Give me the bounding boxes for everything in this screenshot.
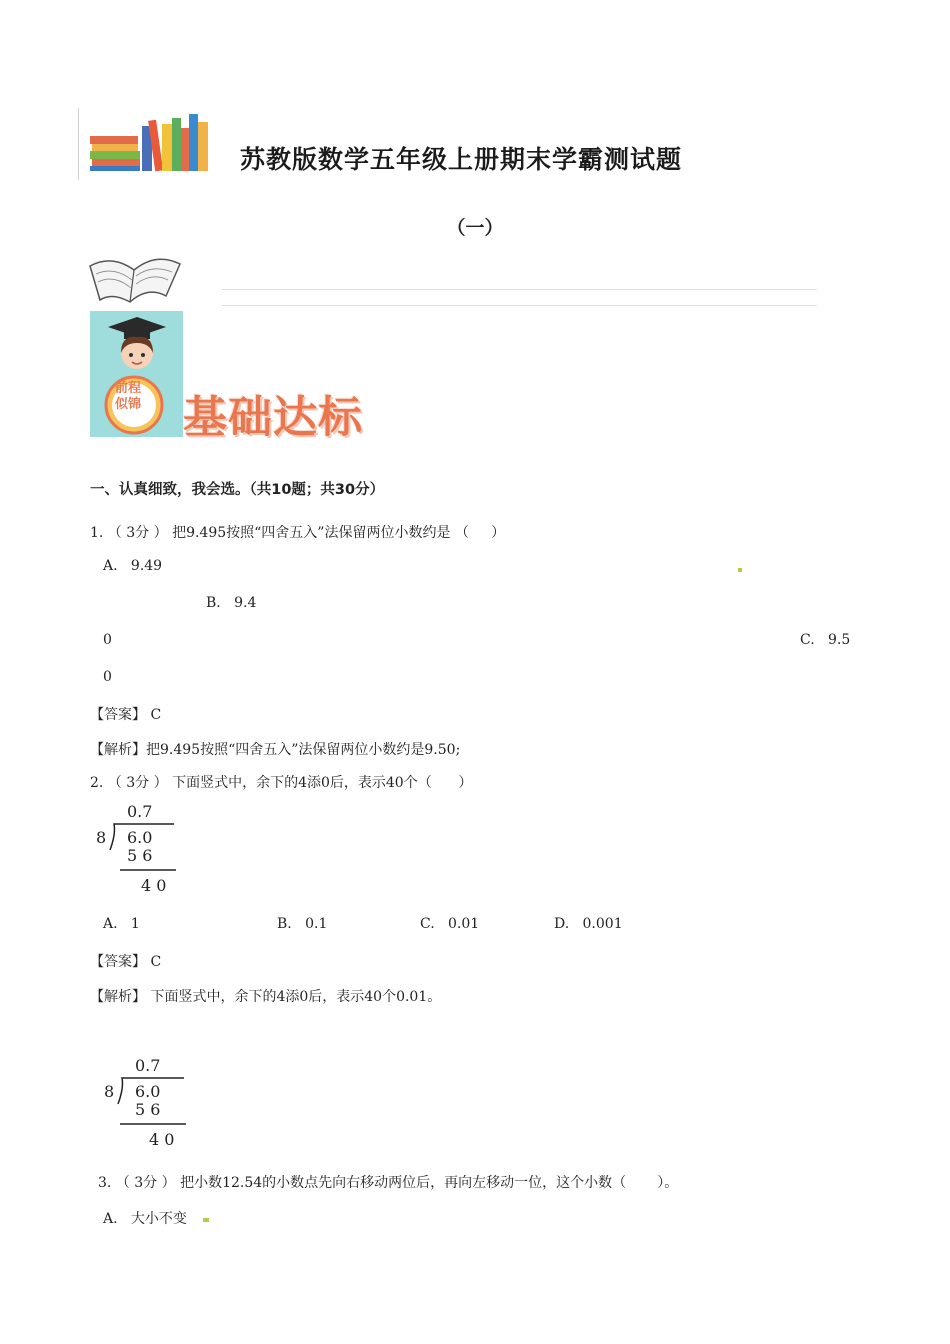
q2-analysis: 【解析】 下面竖式中，余下的4添0后，表示40个0.01。 — [90, 989, 442, 1005]
header-rule-bottom — [222, 305, 817, 306]
division-remainder: 4 0 — [141, 876, 167, 895]
q2-option-c: C. 0.01 — [420, 916, 480, 932]
q1-option-a: A. 9.49 — [103, 558, 163, 574]
header-rule-top — [222, 289, 817, 290]
q3-stem: 3. （ 3分 ） 把小数12.54的小数点先向右移动两位后，再向左移动一位，这个小数（ ）。 — [98, 1175, 679, 1191]
division-divisor: 8 — [96, 828, 107, 847]
division-quotient: 0.7 — [127, 802, 153, 821]
division-dividend: 6.0 — [135, 1082, 161, 1101]
open-book-icon — [86, 236, 184, 308]
q2-answer: 【答案】 C — [90, 954, 162, 970]
q2-analysis-division-figure — [104, 1054, 194, 1150]
q1-option-c-tail: 0 — [103, 669, 112, 685]
badge-text-line2: 似锦 — [115, 397, 142, 412]
q1-stem: 1. （ 3分 ） 把9.495按照“四舍五入”法保留两位小数约是 （ ） — [90, 525, 506, 541]
section-heading: 一、认真细致，我会选。（共10题；共30分） — [90, 482, 385, 498]
division-remainder: 4 0 — [149, 1130, 175, 1149]
q1-analysis: 【解析】把9.495按照“四舍五入”法保留两位小数约是9.50; — [90, 742, 461, 758]
badge-text-line1: 前程 — [115, 381, 142, 396]
q1-option-b: B. 9.4 — [206, 595, 257, 611]
q2-stem: 2. （ 3分 ） 下面竖式中，余下的4添0后，表示40个（ ） — [90, 775, 473, 791]
marker-dot — [203, 1218, 209, 1222]
q1-option-b-tail: 0 — [103, 632, 112, 648]
section-banner: 基础达标 — [183, 392, 363, 443]
q2-division-figure — [96, 800, 186, 896]
q1-answer: 【答案】 C — [90, 707, 162, 723]
q2-option-a: A. 1 — [103, 916, 140, 932]
q3-option-a: A. 大小不变 — [103, 1211, 187, 1227]
division-product: 5 6 — [135, 1100, 161, 1119]
q1-option-c: C. 9.5 — [800, 632, 851, 648]
division-product: 5 6 — [127, 846, 153, 865]
division-divisor: 8 — [104, 1082, 115, 1101]
page-title: 苏教版数学五年级上册期末学霸测试题 — [240, 145, 683, 174]
q2-option-d: D. 0.001 — [554, 916, 623, 932]
division-dividend: 6.0 — [127, 828, 153, 847]
q2-option-b: B. 0.1 — [277, 916, 328, 932]
graduate-icon — [94, 313, 180, 435]
marker-dot — [738, 568, 742, 572]
page-subtitle: （一） — [446, 217, 504, 239]
books-icon — [88, 108, 212, 172]
header-divider — [78, 108, 79, 180]
division-quotient: 0.7 — [135, 1056, 161, 1075]
